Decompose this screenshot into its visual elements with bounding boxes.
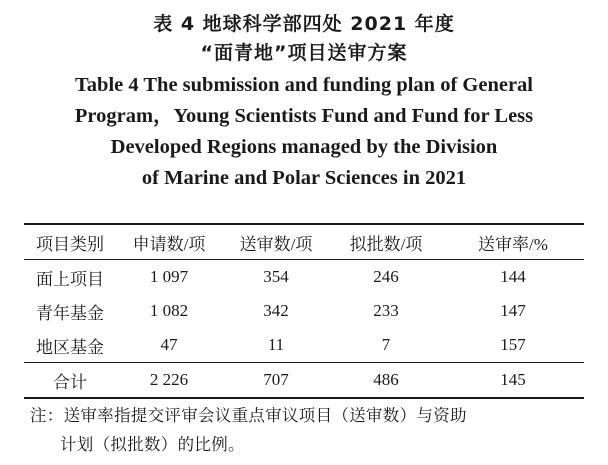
caption-en-line-1: Table 4 The submission and funding plan of General <box>75 74 533 96</box>
caption-zh-line-1: 表 4 地球科学部四处 2021 年度 <box>153 13 455 35</box>
table-note <box>30 401 590 459</box>
cell-total-planned: 486 <box>330 363 442 399</box>
note-line-1: 注：送审率指提交评审会议重点审议项目（送审数）与资助 <box>30 406 467 425</box>
data-table <box>24 223 584 399</box>
cell-planned: 246 <box>373 267 399 286</box>
cell-applications: 1 097 <box>149 267 189 286</box>
cell-planned: 7 <box>381 335 391 354</box>
note-line-2: 计划（拟批数）的比例。 <box>60 435 245 454</box>
header-planned: 拟批数/项 <box>330 224 442 260</box>
cell-total-submitted: 707 <box>222 363 330 399</box>
table-row <box>24 260 584 295</box>
cell-submitted: 11 <box>267 335 285 354</box>
table-total-row <box>24 363 584 399</box>
cell-category: 地区基金 <box>36 337 104 357</box>
cell-applications: 1 082 <box>149 301 189 320</box>
table-header-row <box>24 224 584 260</box>
header-category: 项目类别 <box>24 224 116 260</box>
cell-submitted: 354 <box>263 267 289 286</box>
cell-submitted: 342 <box>263 301 289 320</box>
cell-planned: 233 <box>373 301 399 320</box>
cell-rate: 147 <box>500 301 526 320</box>
header-submitted: 送审数/项 <box>222 224 330 260</box>
header-submission-rate: 送审率/% <box>442 224 584 260</box>
table-row <box>24 328 584 363</box>
cell-total-applications: 2 226 <box>116 363 222 399</box>
caption-zh-line-2: “面青地”项目送审方案 <box>200 42 408 64</box>
table-caption <box>0 10 608 194</box>
caption-en-line-3: Developed Regions managed by the Division <box>110 136 498 158</box>
cell-rate: 157 <box>500 335 526 354</box>
table-row <box>24 294 584 328</box>
cell-category: 面上项目 <box>36 269 104 289</box>
cell-category: 青年基金 <box>36 303 104 323</box>
caption-en-line-4: of Marine and Polar Sciences in 2021 <box>141 167 467 189</box>
cell-applications: 47 <box>160 335 178 354</box>
cell-total-rate: 145 <box>442 363 584 399</box>
header-applications: 申请数/项 <box>116 224 222 260</box>
cell-rate: 144 <box>500 267 526 286</box>
cell-total-label: 合计 <box>24 363 116 399</box>
caption-en-line-2: Program，Young Scientists Fund and Fund for Less <box>74 105 534 127</box>
